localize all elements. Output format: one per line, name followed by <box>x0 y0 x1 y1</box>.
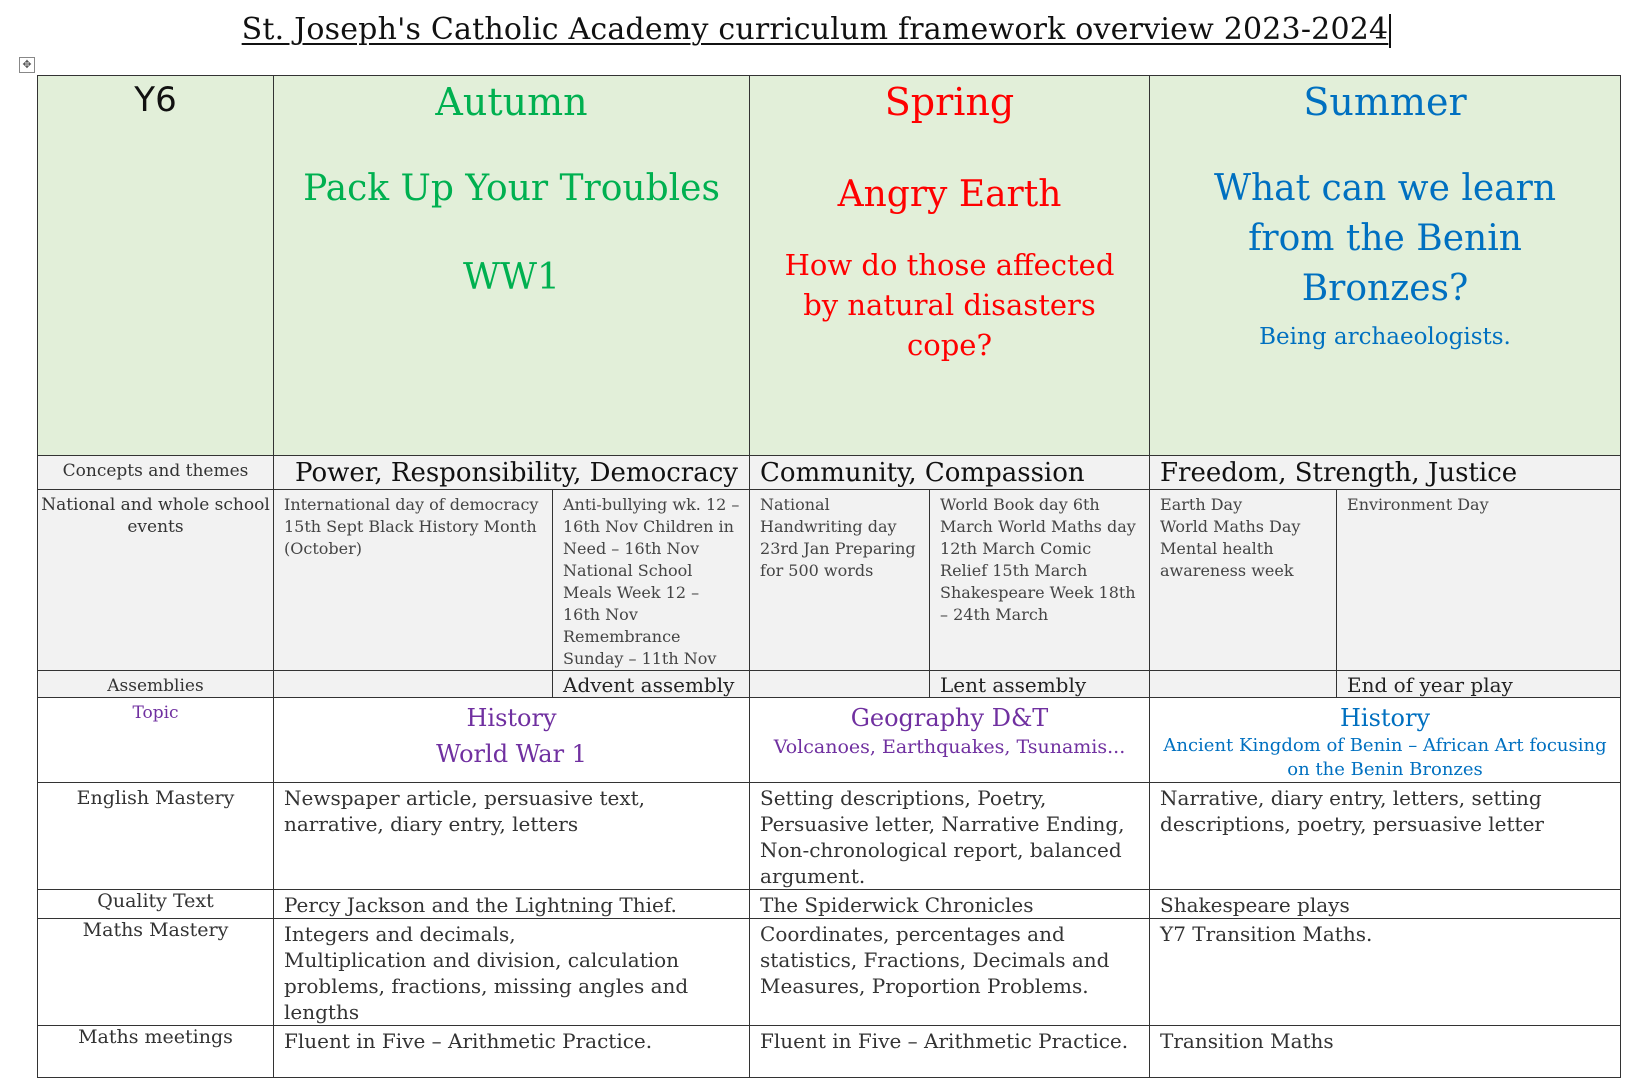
english-autumn: Newspaper article, persuasive text, narrative, diary entry, letters <box>274 783 750 890</box>
quality-text-row <box>38 890 1621 919</box>
quality-text-summer: Shakespeare plays <box>1150 890 1621 919</box>
autumn-subtitle: WW1 <box>463 257 560 298</box>
table-move-handle-icon[interactable]: ✥ <box>19 57 35 73</box>
assemblies-summer-2: End of year play <box>1337 671 1621 698</box>
events-row <box>38 490 1621 671</box>
english-spring: Setting descriptions, Poetry, Persuasive letter, Narrative Ending, Non-chronological report, balanced argument. <box>750 783 1150 890</box>
quality-text-spring: The Spiderwick Chronicles <box>750 890 1150 919</box>
spring-subtitle: How do those affected by natural disasters cope? <box>784 248 1115 362</box>
topic-spring-detail: Volcanoes, Earthquakes, Tsunamis... <box>773 736 1126 758</box>
topic-summer-subject: History <box>1339 704 1431 732</box>
assemblies-row <box>38 671 1621 698</box>
topic-autumn-subject: History <box>466 704 557 732</box>
document-title-text: St. Joseph's Catholic Academy curriculum framework overview 2023-2024 <box>241 12 1389 47</box>
events-autumn-2: Anti-bullying wk. 12 – 16th Nov Children in Need – 16th Nov National School Meals Week 12 – 16th Nov Remembrance Sunday – 11th Nov <box>553 490 750 671</box>
maths-mastery-row <box>38 919 1621 1026</box>
topic-spring <box>750 698 1150 783</box>
assemblies-spring-2: Lent assembly <box>930 671 1150 698</box>
events-autumn-1: International day of democracy 15th Sept Black History Month (October) <box>274 490 553 671</box>
topic-autumn <box>274 698 750 783</box>
maths-meetings-label: Maths meetings <box>38 1026 274 1078</box>
english-summer: Narrative, diary entry, letters, setting descriptions, poetry, persuasive letter <box>1150 783 1621 890</box>
spring-theme: Angry Earth <box>837 174 1062 215</box>
autumn-theme: Pack Up Your Troubles <box>303 168 720 209</box>
events-summer-2: Environment Day <box>1337 490 1621 671</box>
maths-mastery-autumn: Integers and decimals, Multiplication and division, calculation problems, fractions, missing angles and lengths <box>274 919 750 1026</box>
summer-subtitle: Being archaeologists. <box>1259 324 1511 350</box>
summer-theme: What can we learn from the Benin Bronzes? <box>1213 168 1557 309</box>
topic-label: Topic <box>38 698 274 783</box>
concepts-label: Concepts and themes <box>38 456 274 490</box>
assemblies-autumn-2: Advent assembly <box>553 671 750 698</box>
topic-summer-detail: Ancient Kingdom of Benin – African Art focusing on the Benin Bronzes <box>1163 735 1607 780</box>
summer-header-cell <box>1150 76 1621 456</box>
topic-spring-subject: Geography D&T <box>850 704 1049 732</box>
document-title <box>0 12 1633 48</box>
topic-row <box>38 698 1621 783</box>
curriculum-table <box>37 75 1621 1078</box>
autumn-season: Autumn <box>435 80 588 124</box>
concepts-row <box>38 456 1621 490</box>
spring-header-cell <box>750 76 1150 456</box>
spring-season: Spring <box>884 80 1015 124</box>
summer-season: Summer <box>1303 80 1467 124</box>
text-cursor <box>1389 14 1391 48</box>
topic-summer <box>1150 698 1621 783</box>
quality-text-label: Quality Text <box>38 890 274 919</box>
events-spring-2: World Book day 6th March World Maths day 12th March Comic Relief 15th March Shakespeare Week 18th – 24th March <box>930 490 1150 671</box>
events-spring-1: National Handwriting day 23rd Jan Preparing for 500 words <box>750 490 930 671</box>
header-row <box>38 76 1621 456</box>
maths-mastery-summer: Y7 Transition Maths. <box>1150 919 1621 1026</box>
maths-mastery-label: Maths Mastery <box>38 919 274 1026</box>
maths-mastery-spring: Coordinates, percentages and statistics, Fractions, Decimals and Measures, Proportion Problems. <box>750 919 1150 1026</box>
english-label: English Mastery <box>38 783 274 890</box>
quality-text-autumn: Percy Jackson and the Lightning Thief. <box>274 890 750 919</box>
maths-meetings-row <box>38 1026 1621 1078</box>
maths-meetings-spring: Fluent in Five – Arithmetic Practice. <box>750 1026 1150 1078</box>
concepts-autumn: Power, Responsibility, Democracy <box>274 456 750 490</box>
maths-meetings-summer: Transition Maths <box>1150 1026 1621 1078</box>
assemblies-spring-1 <box>750 671 930 698</box>
assemblies-label: Assemblies <box>38 671 274 698</box>
topic-autumn-detail: World War 1 <box>436 740 587 768</box>
year-cell <box>38 76 274 456</box>
assemblies-summer-1 <box>1150 671 1337 698</box>
concepts-summer: Freedom, Strength, Justice <box>1150 456 1621 490</box>
concepts-spring: Community, Compassion <box>750 456 1150 490</box>
year-label: Y6 <box>134 80 177 120</box>
assemblies-autumn-1 <box>274 671 553 698</box>
maths-meetings-autumn: Fluent in Five – Arithmetic Practice. <box>274 1026 750 1078</box>
autumn-header-cell <box>274 76 750 456</box>
events-label: National and whole school events <box>38 490 274 671</box>
events-summer-1: Earth Day World Maths Day Mental health awareness week <box>1150 490 1337 671</box>
english-row <box>38 783 1621 890</box>
